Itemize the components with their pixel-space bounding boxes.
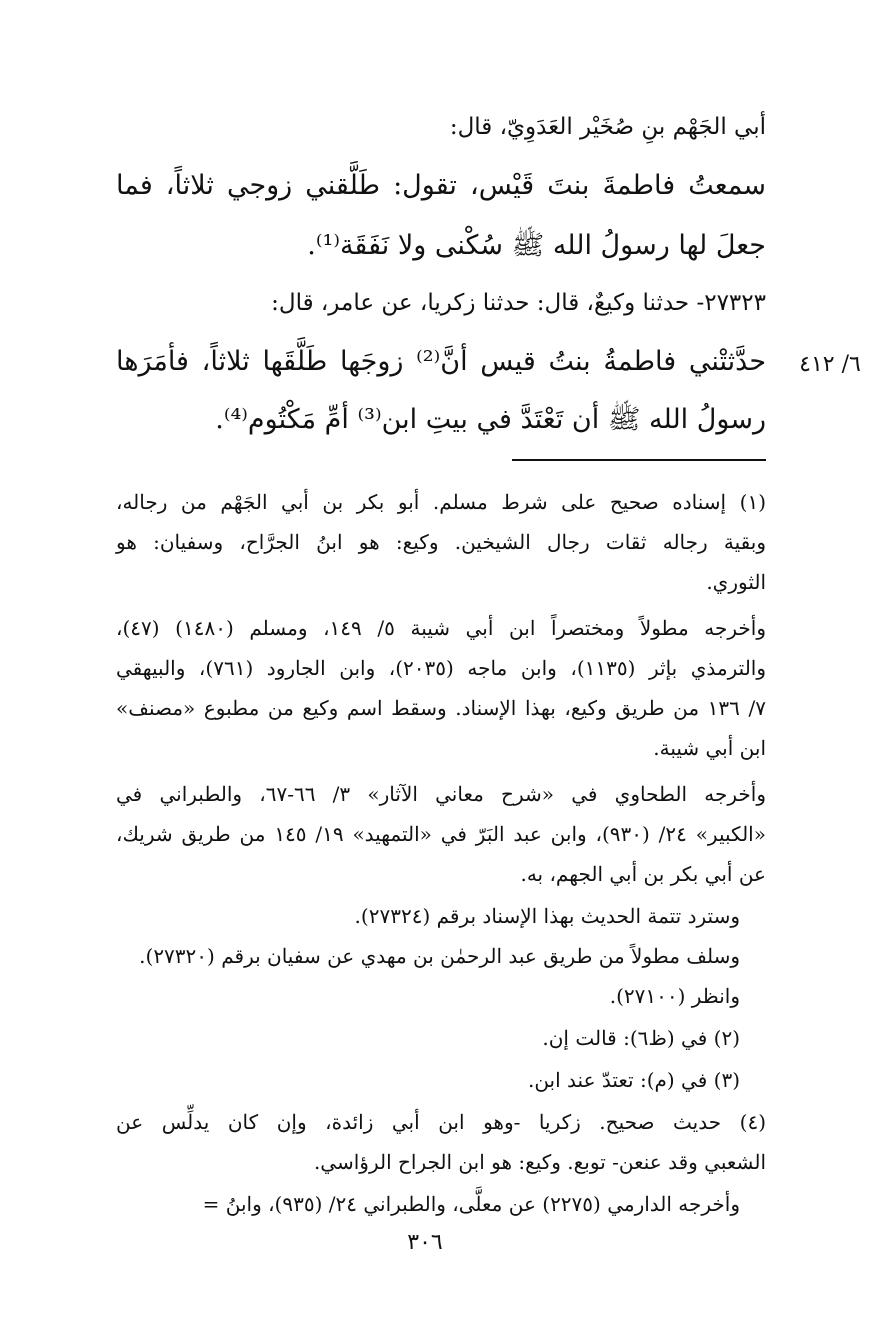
footnote-line: الشعبي وقد عنعن- توبع. وكيع: هو ابن الجراح الرؤاسي. — [313, 1150, 766, 1174]
footnote-line: وأخرجه الطحاوي في «شرح معاني الآثار» ٣/ ٦٦-٦٧، والطبراني في — [116, 782, 766, 806]
hadith-main-text — [116, 110, 766, 450]
footnote-line: وسلف مطولاً من طريق عبد الرحمٰن بن مهدي عن سفيان برقم (٢٧٣٢٠). — [139, 944, 740, 968]
footnote-line: وسترد تتمة الحديث بهذا الإسناد برقم (٢٧٣٢٤). — [354, 904, 740, 928]
main-line-1: أبي الجَهْم بنِ صُخَيْر العَدَوِيّ، قال: — [449, 114, 766, 140]
main-line-6: رسولُ الله ﷺ أن تَعْتَدَّ في بيتِ ابن⁽³⁾ أمِّ مَكْتُوم⁽⁴⁾. — [215, 404, 766, 435]
main-line-2: سمعتُ فاطمةَ بنتَ قَيْس، تقول: طَلَّقني زوجي ثلاثاً، فما — [116, 170, 766, 201]
footnote-line: «الكبير» ٢٤/ (٩٣٠)، وابن عبد البَرّ في «التمهيد» ١٩/ ١٤٥ من طريق شريك، — [116, 822, 766, 846]
footnote-line: (٤) حديث صحيح. زكريا -وهو ابن أبي زائدة، وإن كان يدلِّس عن — [116, 1110, 766, 1134]
footnote-line: (٢) في (ظ٦): قالت إن. — [542, 1026, 740, 1050]
footnote-line: (٣) في (م): تعتدّ عند ابن. — [527, 1068, 740, 1092]
footnote-line: (١) إسناده صحيح على شرط مسلم. أبو بكر بن أبي الجَهْم من رجاله، — [116, 490, 766, 514]
footnote-line: وبقية رجاله ثقات رجال الشيخين. وكيع: هو ابنُ الجرَّاح، وسفيان: هو — [116, 530, 766, 554]
footnote-divider — [512, 459, 766, 461]
main-line-4: ٢٧٣٢٣- حدثنا وكيعٌ، قال: حدثنا زكريا، عن عامر، قال: — [271, 290, 766, 316]
footnotes — [116, 490, 766, 1220]
footnote-line: وانظر (٢٧١٠٠). — [609, 984, 740, 1008]
main-line-3: جعلَ لها رسولُ الله ﷺ سُكْنى ولا نَفَقَة⁽¹⁾. — [307, 230, 766, 261]
footnote-line: والترمذي بإثر (١١٣٥)، وابن ماجه (٢٠٣٥)، وابن الجارود (٧٦١)، والبيهقي — [116, 656, 767, 680]
footnote-line: وأخرجه الدارمي (٢٢٧٥) عن معلَّى، والطبراني ٢٤/ (٩٣٥)، وابنُ = — [202, 1192, 740, 1216]
footnote-line: ابن أبي شيبة. — [653, 736, 766, 760]
footnote-line: وأخرجه مطولاً ومختصراً ابن أبي شيبة ٥/ ١٤٩، ومسلم (١٤٨٠) (٤٧)، — [116, 616, 766, 640]
margin-volume-page-reference: ٦/ ٤١٢ — [799, 352, 861, 377]
footnote-line: عن أبي بكر بن أبي الجهم، به. — [520, 862, 766, 886]
page-number: ٣٠٦ — [407, 1230, 443, 1255]
main-line-5: حدَّثتْني فاطمةُ بنتُ قيس أنَّ⁽²⁾ زوجَها طَلَّقَها ثلاثاً، فأمَرَها — [116, 346, 767, 377]
footnote-line: ٧/ ١٣٦ من طريق وكيع، بهذا الإسناد. وسقط اسم وكيع من مطبوع «مصنف» — [116, 696, 766, 720]
footnote-line: الثوري. — [706, 570, 766, 594]
